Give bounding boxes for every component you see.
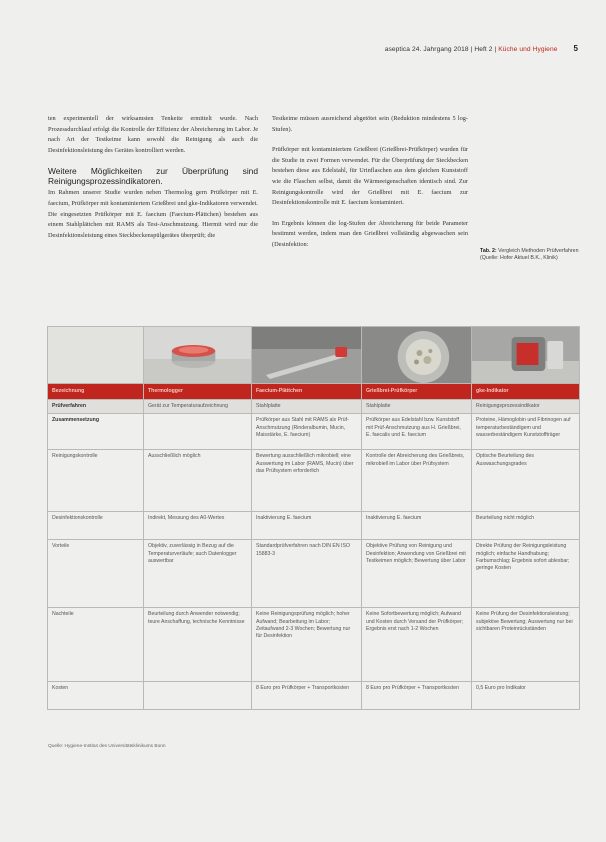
column-header: Thermologger xyxy=(144,384,252,400)
table-cell: Stahlplatte xyxy=(252,400,362,414)
section-heading: Weitere Möglichkeiten zur Überprüfung sind Reinigungsprozessindikatoren. xyxy=(48,166,258,187)
image-row xyxy=(48,327,580,384)
table-row xyxy=(48,682,580,710)
table-cell xyxy=(144,414,252,450)
comparison-table xyxy=(47,326,580,710)
table-cell xyxy=(144,682,252,710)
table-cell: Inaktivierung E. faecium xyxy=(362,512,472,540)
table-caption xyxy=(480,248,584,262)
table-cell: Keine Prüfung der Desinfektionsleistung; subjektive Bewertung; Auswertung nur bei sichtbaren Proteinrückständen xyxy=(472,608,580,682)
paragraph: Im Rahmen unserer Studie wurden neben Thermolog gern Prüfkörper mit E. faecium, Prüfkörper mit kontaminiertem Grießbrei und gke-Indikatoren verwendet. Die eingesetzten Prüfkörper mit E. faecium (Faecium-Plättchen) bestehen aus einem Stahlplättchen mit RAMS als Test-Anschmutzung. Hiermit wird nur die Desinfektionsleistung eines Steckbeckenspülgerätes überprüft; die xyxy=(48,189,258,239)
table-cell: Objektiv, zuverlässig in Bezug auf die Temperaturverläufe; auch Datenlogger auswertbar xyxy=(144,540,252,608)
table-cell: Kontrolle der Abreicherung des Grießbreis, mikrobiell im Labor über Prüfsystem xyxy=(362,450,472,512)
table-cell: Standardprüfverfahren nach DIN EN ISO 15883-3 xyxy=(252,540,362,608)
column-header: Grießbrei-Prüfkörper xyxy=(362,384,472,400)
table-cell: Ausschließlich möglich xyxy=(144,450,252,512)
table-caption-text: Vergleich Methoden Prüfverfahren (Quelle: Hofer Aktuel B.K., Klinik) xyxy=(480,248,579,261)
table-cell: Indirekt, Messung des A0-Wertes xyxy=(144,512,252,540)
table-cell: Direkte Prüfung der Reinigungsleistung möglich; einfache Handhabung; Farbumschlag; Ergebnis sofort ablesbar; geringe Kosten xyxy=(472,540,580,608)
griessbrei-specimen-photo xyxy=(362,327,472,384)
table-cell: 8 Euro pro Prüfkörper + Transportkosten xyxy=(252,682,362,710)
row-label: Desinfektionskontrolle xyxy=(48,512,144,540)
column-header: Bezeichnung xyxy=(48,384,144,400)
column-header: gke-Indikator xyxy=(472,384,580,400)
table-cell: Optische Beurteilung des Auswaschungsgrades xyxy=(472,450,580,512)
table-cell: 0,5 Euro pro Indikator xyxy=(472,682,580,710)
faecium-plate-photo xyxy=(252,327,362,384)
table-cell: Stahlplatte xyxy=(362,400,472,414)
table-cell: Proteine, Hämoglobin und Fibrinogen auf temperaturbeständigem und wasserbeständigem Kunststoffträger xyxy=(472,414,580,450)
table-cell: Beurteilung durch Anwender notwendig; teure Anschaffung, technische Kenntnisse xyxy=(144,608,252,682)
table-cell: Gerät zur Temperaturaufzeichnung xyxy=(144,400,252,414)
row-label: Reinigungskontrolle xyxy=(48,450,144,512)
section-name: Küche und Hygiene xyxy=(498,46,558,53)
row-label: Zusammensetzung xyxy=(48,414,144,450)
column-header: Faecium-Plättchen xyxy=(252,384,362,400)
left-text-column xyxy=(48,114,258,251)
thermologger-photo xyxy=(144,327,252,384)
row-label: Vorteile xyxy=(48,540,144,608)
table-cell: Prüfkörper aus Stahl mit RAMS als Prüf-Anschmutzung (Rinderalbumin, Mucin, Maisstärke, E. faecium) xyxy=(252,414,362,450)
table-row xyxy=(48,608,580,682)
row-label: Nachteile xyxy=(48,608,144,682)
empty-image-cell xyxy=(48,327,144,384)
page-number: 5 xyxy=(573,44,578,53)
table-row xyxy=(48,400,580,414)
table-cell: Beurteilung nicht möglich xyxy=(472,512,580,540)
table-cell: Bewertung ausschließlich mikrobiell; eine Auswertung im Labor (RAMS, Mucin) über das Prüfsystem erforderlich xyxy=(252,450,362,512)
row-label: Kosten xyxy=(48,682,144,710)
paragraph: Testkeime müssen ausreichend abgetötet sein (Reduktion mindestens 5 log-Stufen). xyxy=(272,115,468,133)
table-cell: Keine Reinigungsprüfung möglich; hoher Aufwand; Bearbeitung im Labor; Zeitaufwand 2-3 Wochen; Bewertung nur für Desinfektion xyxy=(252,608,362,682)
row-label: Prüfverfahren xyxy=(48,400,144,414)
table-cell: 8 Euro pro Prüfkörper + Transportkosten xyxy=(362,682,472,710)
table-header-row xyxy=(48,384,580,400)
table-cell: Objektive Prüfung von Reinigung und Desinfektion; Anwendung von Grießbrei mit Testkeimen möglich; Bewertung über Labor xyxy=(362,540,472,608)
table-source-note: Quelle: Hygiene-Institut des Universitätsklinikums Bonn xyxy=(48,744,166,749)
table-cell: Keine Sofortbewertung möglich; Aufwand und Kosten durch Versand der Prüfkörper; Ergebnis erst nach 1-2 Wochen xyxy=(362,608,472,682)
gke-indicator-photo xyxy=(472,327,580,384)
table-cell: Inaktivierung E. faecium xyxy=(252,512,362,540)
table-cell: Prüfkörper aus Edelstahl bzw. Kunststoff mit Prüf-Anschmutzung aus H. Grießbrei, E. faecalis und E. faecium xyxy=(362,414,472,450)
running-header xyxy=(385,44,578,53)
paragraph: Prüfkörper mit kontaminiertem Grießbrei (Grießbrei-Prüfkörper) wurden für die Studie in zwei Formen verwendet. Für die Überprüfung der Steckbecken bestehen diese aus Edelstahl, für Urinflaschen aus dem gleichen Kunststoff wie die Flaschen selbst, damit die Wärmeeigenschaften identisch sind. Zur Reinigungskontrolle wird der Grießbrei mit E. faecium zur Desinfektionskontrolle mit E. faecium kontaminiert. xyxy=(272,146,468,207)
paragraph: Im Ergebnis können die log-Stufen der Abreicherung für beide Parameter bestimmt werden, indem man den Grießbrei vollständig abgewaschen sein (Desinfektion: xyxy=(272,219,468,248)
paragraph: ten experimentell der wirksamsten Tenkeite ermittelt wurde. Nach Prozessdurchlauf erfolgt die Kontrolle der Effizienz der Abreicherung im Labor. Je nach Art der Testkeime kann sowohl die Reinigung als auch die Desinfektionsleistung des Gerätes kontrolliert werden. xyxy=(48,115,258,154)
table-caption-label: Tab. 2: xyxy=(480,248,497,254)
table-cell: Reinigungsprozessindikator xyxy=(472,400,580,414)
table-row xyxy=(48,450,580,512)
table-row xyxy=(48,414,580,450)
journal-info: aseptica 24. Jahrgang 2018 | Heft 2 | xyxy=(384,46,497,53)
right-text-column xyxy=(272,114,468,261)
table-row xyxy=(48,540,580,608)
table-row xyxy=(48,512,580,540)
